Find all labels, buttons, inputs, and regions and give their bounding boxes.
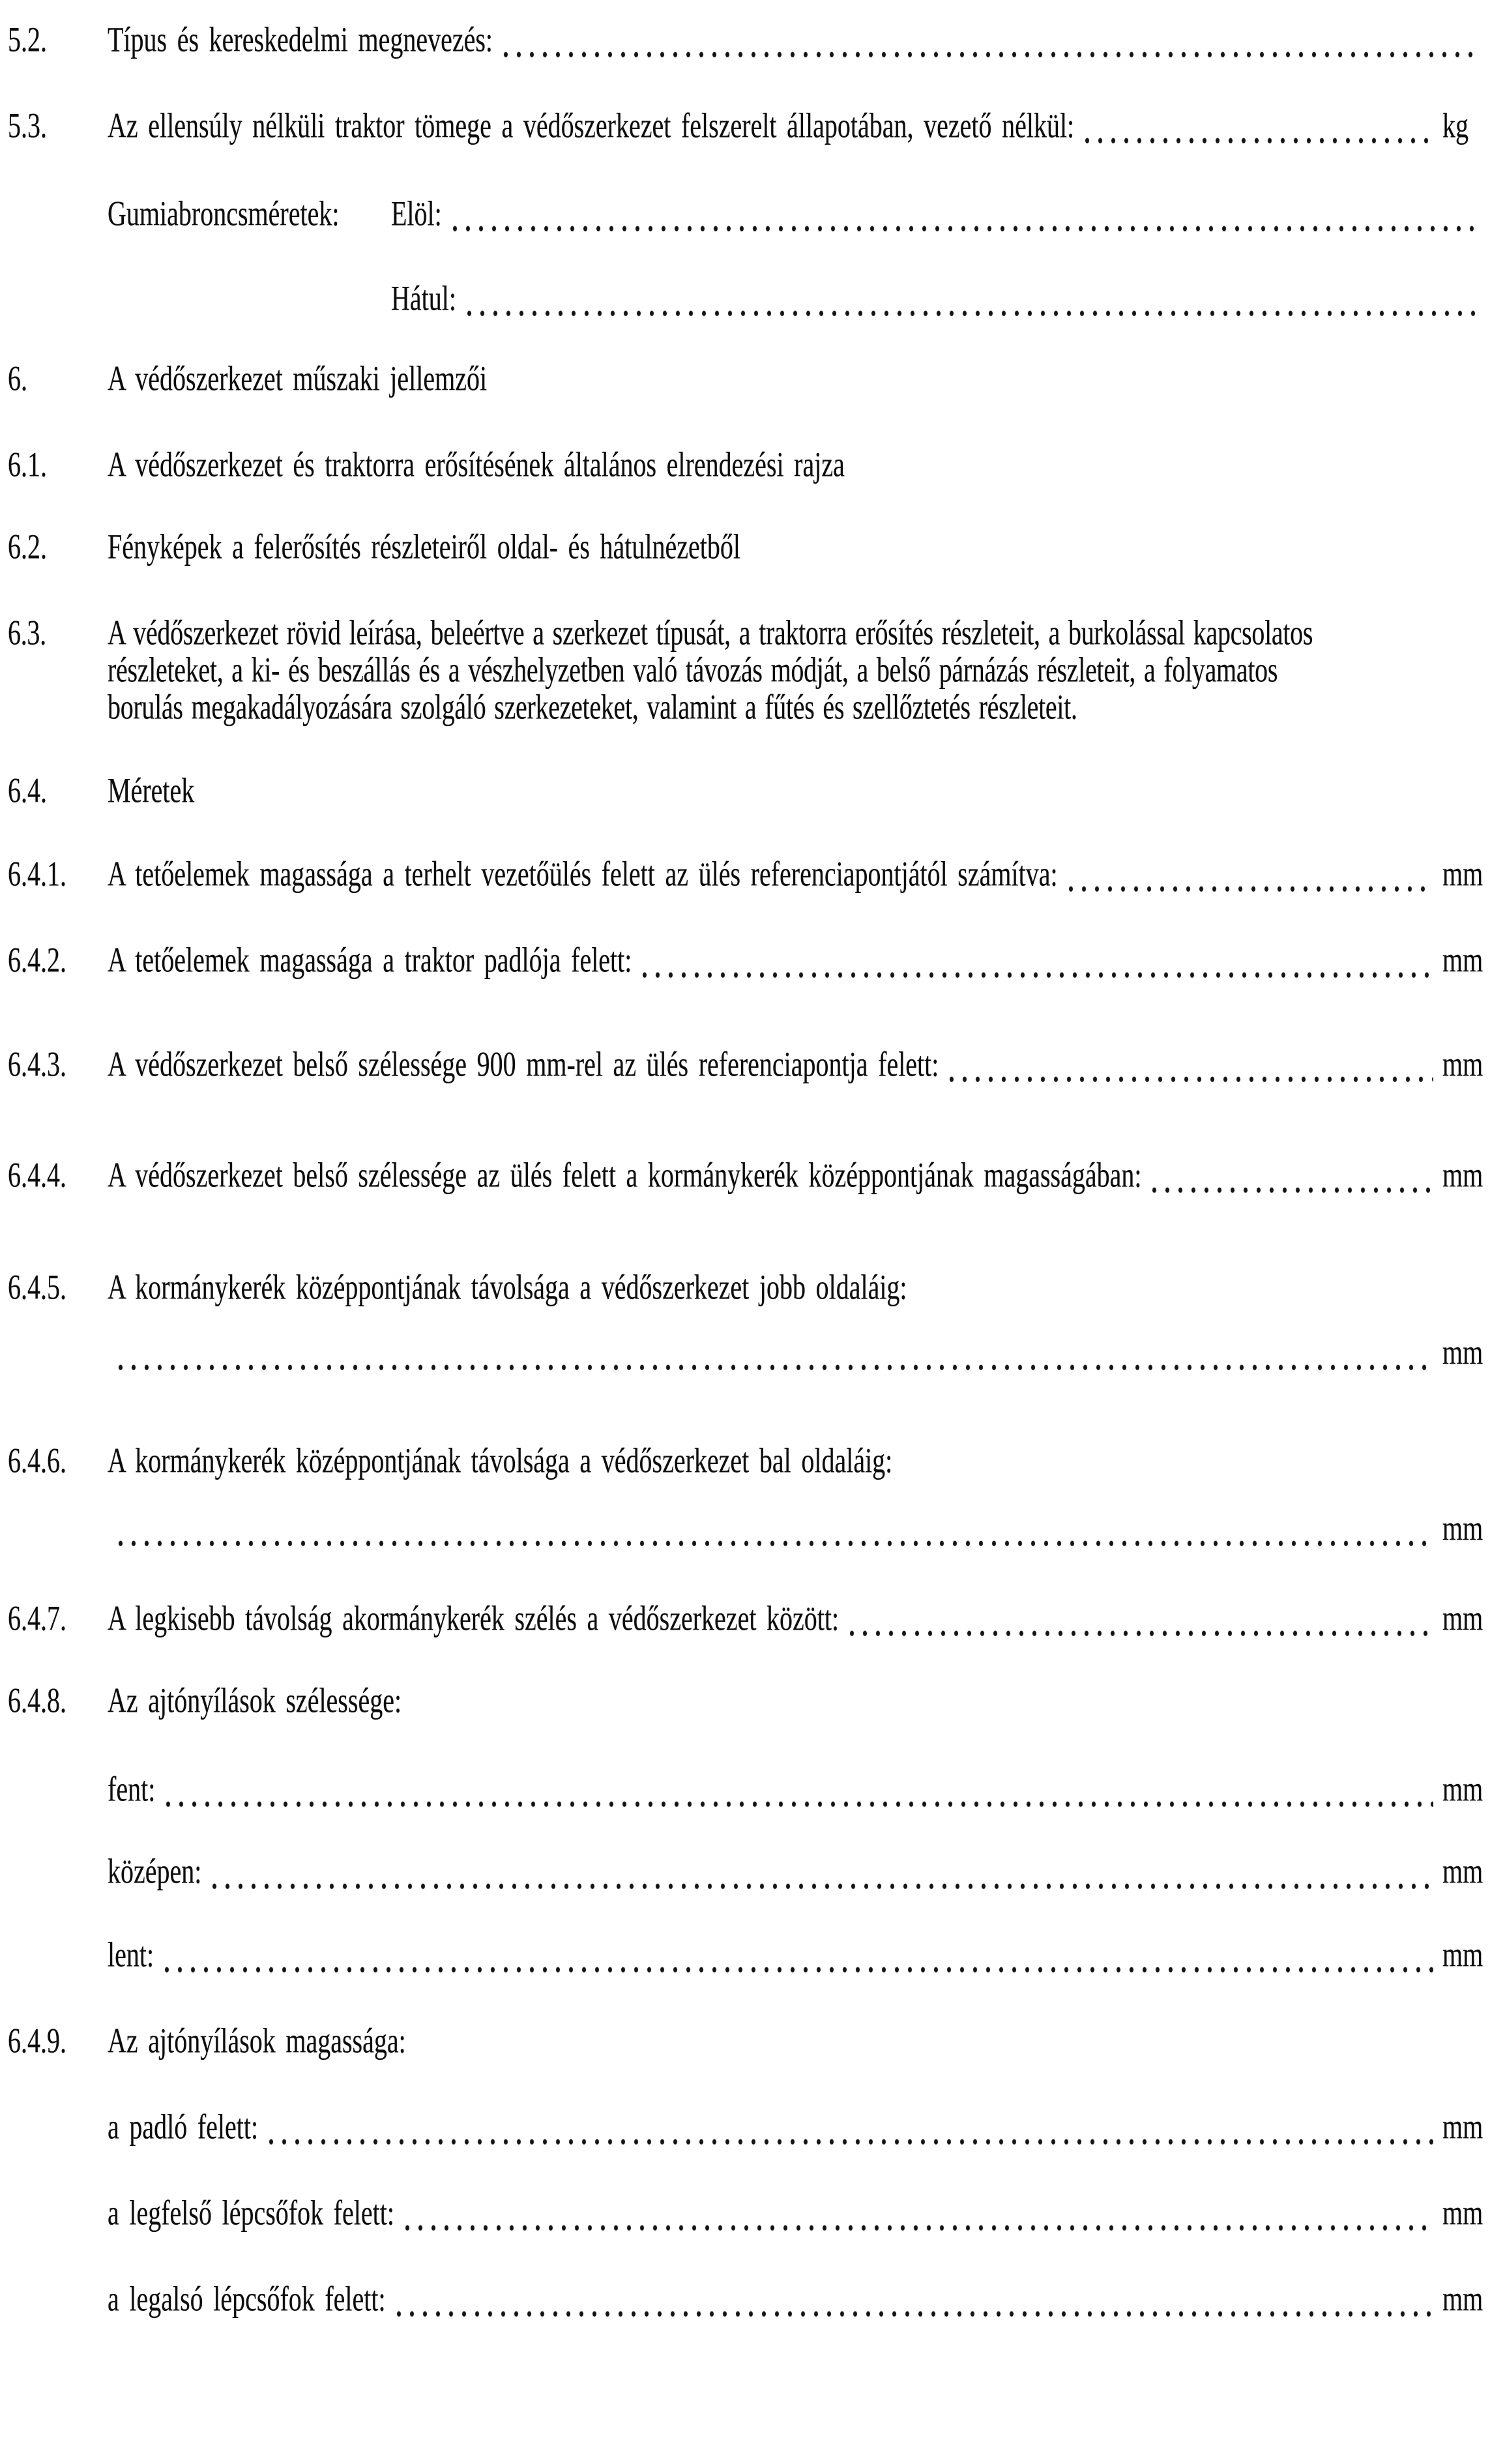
item-label: Fényképek a felerősítés részleteiről oldal- és hátulnézetből	[108, 526, 741, 566]
dotted-fill-field[interactable]	[405, 2223, 1433, 2233]
item-label: A védőszerkezet belső szélessége az ülés felett a kormánykerék középpontjának magasságában:	[108, 1154, 1142, 1195]
item-label: A tetőelemek magassága a traktor padlója felett:	[108, 939, 632, 980]
item-number: 6.4.3.	[8, 1044, 66, 1084]
item-number: 6.4.5.	[8, 1267, 66, 1307]
form-item-6-4-6-fill	[8, 1507, 1484, 1549]
sub-item-label: a legalsó lépcsőfok felett:	[108, 2278, 386, 2319]
item-number: 5.3.	[8, 105, 47, 145]
dotted-fill-field[interactable]	[269, 2137, 1433, 2147]
form-item-6-4	[8, 769, 1484, 812]
item-number: 6.4.4.	[8, 1154, 66, 1195]
item-number: 6.4.2.	[8, 939, 66, 980]
paragraph-line-1: A védőszerkezet rövid leírása, beleértve a szerkezet típusát, a traktorra erősítés részleteit, a burkolással kapcsolatos	[108, 612, 1313, 653]
form-item-6-4-9-top-step	[8, 2192, 1484, 2234]
form-item-6-3	[8, 611, 1484, 654]
dotted-fill-field[interactable]	[1068, 885, 1433, 894]
dotted-fill-field[interactable]	[118, 1363, 1433, 1372]
form-item-6-4-4	[8, 1154, 1484, 1196]
sub-item-label: a padló felett:	[108, 2106, 259, 2147]
section-heading: A védőszerkezet műszaki jellemzői	[108, 358, 488, 398]
form-item-6-4-3	[8, 1043, 1484, 1085]
unit-label: mm	[1442, 2106, 1483, 2147]
form-item-6-4-5-fill	[8, 1331, 1484, 1373]
dotted-fill-field[interactable]	[164, 1965, 1433, 1974]
item-label: A védőszerkezet belső szélessége 900 mm-rel az ülés referenciapontja felett:	[108, 1044, 939, 1084]
form-item-6	[8, 357, 1484, 400]
form-item-6-4-9-bottom-step	[8, 2278, 1484, 2320]
form-item-6-3-line2	[8, 649, 1484, 691]
item-number: 6.3.	[8, 612, 46, 653]
item-label: A kormánykerék középpontjának távolsága a védőszerkezet jobb oldaláig:	[108, 1267, 907, 1307]
paragraph-line-3: borulás megakadályozására szolgáló szerkezeteket, valamint a fűtés és szellőztetés részleteit.	[108, 686, 1077, 727]
dotted-fill-field[interactable]	[849, 1629, 1433, 1638]
item-number: 6.4.6.	[8, 1440, 66, 1480]
form-item-6-4-9-floor	[8, 2105, 1484, 2148]
paragraph-line-2: részleteket, a ki- és beszállás és a vészhelyzetben való távozás módját, a belső párnázás részleteit, a folyamatos	[108, 649, 1278, 690]
section-heading: Méretek	[108, 770, 195, 810]
dotted-fill-field[interactable]	[118, 1539, 1433, 1548]
form-item-6-4-7	[8, 1597, 1484, 1639]
form-item-tyre-rear	[8, 277, 1484, 319]
form-item-5-3	[8, 104, 1484, 147]
dotted-fill-field[interactable]	[212, 1882, 1433, 1891]
item-number: 6.4.8.	[8, 1680, 66, 1720]
item-number: 5.2.	[8, 19, 47, 59]
unit-label: mm	[1442, 853, 1483, 894]
dotted-fill-field[interactable]	[452, 224, 1475, 233]
unit-label: mm	[1442, 2192, 1483, 2233]
unit-label: mm	[1442, 1154, 1483, 1195]
form-item-5-2	[8, 18, 1484, 61]
form-item-6-2	[8, 525, 1484, 568]
unit-label: mm	[1442, 939, 1483, 980]
item-number: 6.4.9.	[8, 2020, 66, 2061]
item-label: Gumiabroncsméretek:	[108, 193, 340, 233]
sub-item-label: lent:	[108, 1934, 154, 1974]
form-item-6-1	[8, 443, 1484, 486]
tyre-front-label: Elöl:	[391, 193, 442, 233]
unit-label: mm	[1442, 1508, 1483, 1548]
unit-label: mm	[1442, 1598, 1483, 1638]
item-number: 6.	[8, 358, 27, 398]
item-label: Az ajtónyílások magassága:	[108, 2020, 406, 2061]
item-number: 6.4.1.	[8, 853, 66, 894]
unit-label: mm	[1442, 1332, 1483, 1372]
item-label: Típus és kereskedelmi megnevezés:	[108, 19, 493, 59]
sub-item-label: középen:	[108, 1851, 202, 1891]
item-label: A kormánykerék középpontjának távolsága a védőszerkezet bal oldaláig:	[108, 1440, 893, 1480]
dotted-fill-field[interactable]	[467, 309, 1475, 318]
dotted-fill-field[interactable]	[949, 1075, 1433, 1084]
item-number: 6.4.	[8, 770, 47, 810]
form-item-6-4-5	[8, 1266, 1484, 1308]
unit-label: mm	[1442, 1851, 1483, 1891]
sub-item-label: a legfelső lépcsőfok felett:	[108, 2192, 394, 2233]
dotted-fill-field[interactable]	[166, 1800, 1433, 1809]
form-item-6-4-8-top	[8, 1768, 1484, 1810]
form-item-6-4-6	[8, 1439, 1484, 1482]
form-item-6-4-8-bottom	[8, 1933, 1484, 1976]
item-number: 6.4.7.	[8, 1598, 66, 1638]
form-item-6-4-9	[8, 2019, 1484, 2062]
tyre-rear-label: Hátul:	[391, 278, 456, 318]
unit-label: mm	[1442, 1768, 1483, 1809]
unit-label: kg	[1442, 105, 1468, 145]
sub-item-label: fent:	[108, 1768, 156, 1809]
item-label: Az ellensúly nélküli traktor tömege a védőszerkezet felszerelt állapotában, vezető nélkül:	[108, 105, 1075, 145]
form-item-6-3-line3	[8, 686, 1484, 728]
dotted-fill-field[interactable]	[396, 2310, 1433, 2319]
dotted-fill-field[interactable]	[503, 50, 1475, 59]
unit-label: mm	[1442, 2278, 1483, 2319]
item-label: A védőszerkezet és traktorra erősítésének általános elrendezési rajza	[108, 444, 845, 484]
item-number: 6.1.	[8, 444, 47, 484]
unit-label: mm	[1442, 1044, 1483, 1084]
form-item-6-4-2	[8, 939, 1484, 981]
form-item-6-4-8-middle	[8, 1850, 1484, 1892]
unit-label: mm	[1442, 1934, 1483, 1974]
dotted-fill-field[interactable]	[1085, 136, 1433, 145]
item-label: Az ajtónyílások szélessége:	[108, 1680, 402, 1720]
dotted-fill-field[interactable]	[642, 971, 1433, 980]
form-item-6-4-8	[8, 1679, 1484, 1722]
item-label: A legkisebb távolság akormánykerék szélés a védőszerkezet között:	[108, 1598, 840, 1638]
form-item-tyre-front	[8, 192, 1484, 235]
form-item-6-4-1	[8, 853, 1484, 895]
dotted-fill-field[interactable]	[1152, 1186, 1433, 1195]
item-number: 6.2.	[8, 526, 47, 566]
item-label: A tetőelemek magassága a terhelt vezetőülés felett az ülés referenciapontjától számítva:	[108, 853, 1058, 894]
